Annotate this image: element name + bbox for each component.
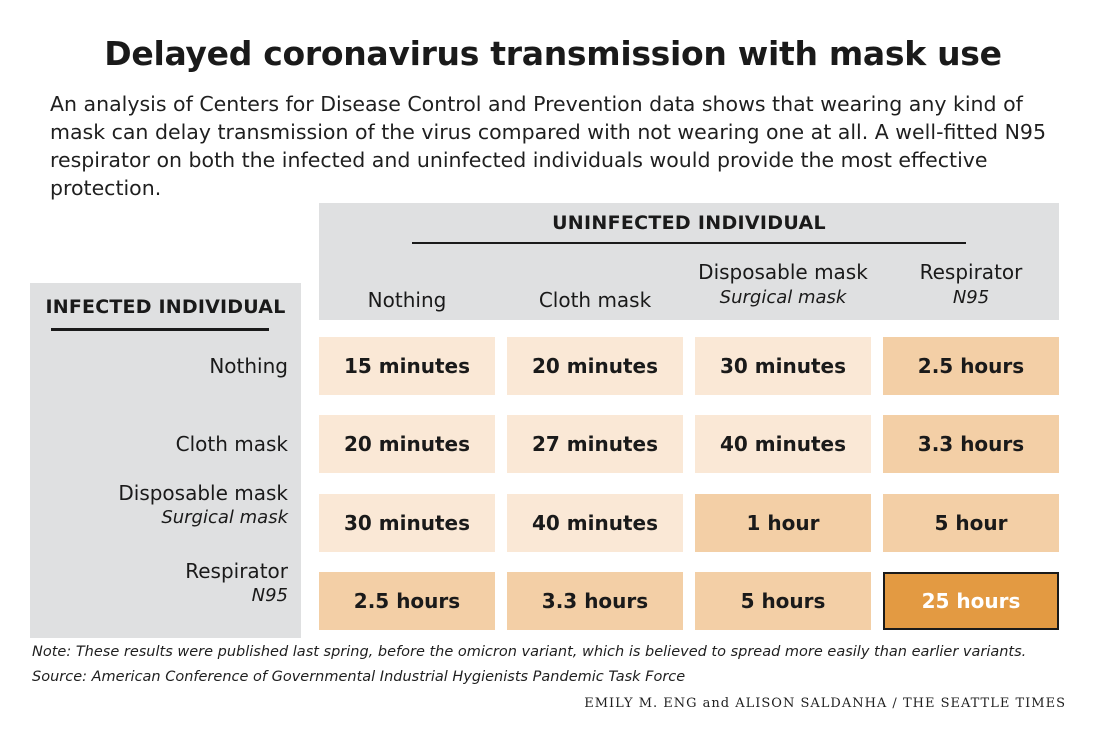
column-header-nothing bbox=[313, 286, 501, 314]
column-header-sublabel: Surgical mask bbox=[719, 287, 847, 308]
row-header-nothing bbox=[40, 353, 288, 379]
infected-group-rule bbox=[51, 328, 269, 331]
table-cell: 1 hour bbox=[695, 494, 871, 552]
table-cell: 5 hour bbox=[883, 494, 1059, 552]
uninfected-group-rule bbox=[412, 242, 966, 244]
column-header-label: Respirator bbox=[919, 260, 1023, 284]
column-header-label: Nothing bbox=[367, 288, 447, 312]
table-cell: 20 minutes bbox=[319, 415, 495, 473]
row-header-disposable-mask bbox=[40, 480, 288, 530]
column-header-respirator bbox=[877, 258, 1065, 310]
chart-credit: EMILY M. ENG and ALISON SALDANHA / THE SEATTLE TIMES bbox=[584, 696, 1066, 711]
table-cell: 5 hours bbox=[695, 572, 871, 630]
row-header-sublabel: Surgical mask bbox=[161, 507, 288, 528]
row-header-label: Disposable mask bbox=[118, 481, 288, 505]
table-cell: 20 minutes bbox=[507, 337, 683, 395]
table-cell: 2.5 hours bbox=[883, 337, 1059, 395]
table-cell: 25 hours bbox=[883, 572, 1059, 630]
column-header-disposable-mask bbox=[689, 258, 877, 310]
table-cell: 3.3 hours bbox=[883, 415, 1059, 473]
table-cell: 40 minutes bbox=[695, 415, 871, 473]
table-cell: 3.3 hours bbox=[507, 572, 683, 630]
table-cell: 27 minutes bbox=[507, 415, 683, 473]
uninfected-group-label: UNINFECTED INDIVIDUAL bbox=[552, 212, 826, 234]
column-header-cloth-mask bbox=[501, 286, 689, 314]
infected-group-label: INFECTED INDIVIDUAL bbox=[45, 296, 286, 318]
row-header-sublabel: N95 bbox=[251, 585, 288, 606]
row-header-respirator bbox=[40, 558, 288, 608]
chart-title: Delayed coronavirus transmission with mask use bbox=[104, 34, 1002, 73]
row-header-cloth-mask bbox=[40, 431, 288, 457]
column-header-label: Disposable mask bbox=[698, 260, 868, 284]
chart-subtitle: An analysis of Centers for Disease Control and Prevention data shows that wearing any kind of mask can delay transmission of the virus compared with not wearing one at all. A well-fitted N95 respirator on both the infected and uninfected individuals would provide the most effective protection. bbox=[50, 92, 1047, 200]
row-header-label: Respirator bbox=[185, 559, 288, 583]
chart-source: Source: American Conference of Governmental Industrial Hygienists Pandemic Task Force bbox=[32, 669, 686, 685]
table-cell: 30 minutes bbox=[319, 494, 495, 552]
table-cell: 2.5 hours bbox=[319, 572, 495, 630]
table-cell: 15 minutes bbox=[319, 337, 495, 395]
column-header-label: Cloth mask bbox=[538, 288, 652, 312]
column-header-sublabel: N95 bbox=[952, 287, 990, 308]
row-header-label: Nothing bbox=[209, 354, 288, 378]
table-cell: 30 minutes bbox=[695, 337, 871, 395]
chart-note: Note: These results were published last spring, before the omicron variant, which is believed to spread more easily than earlier variants. bbox=[32, 644, 1027, 660]
row-header-label: Cloth mask bbox=[175, 432, 288, 456]
table-cell: 40 minutes bbox=[507, 494, 683, 552]
